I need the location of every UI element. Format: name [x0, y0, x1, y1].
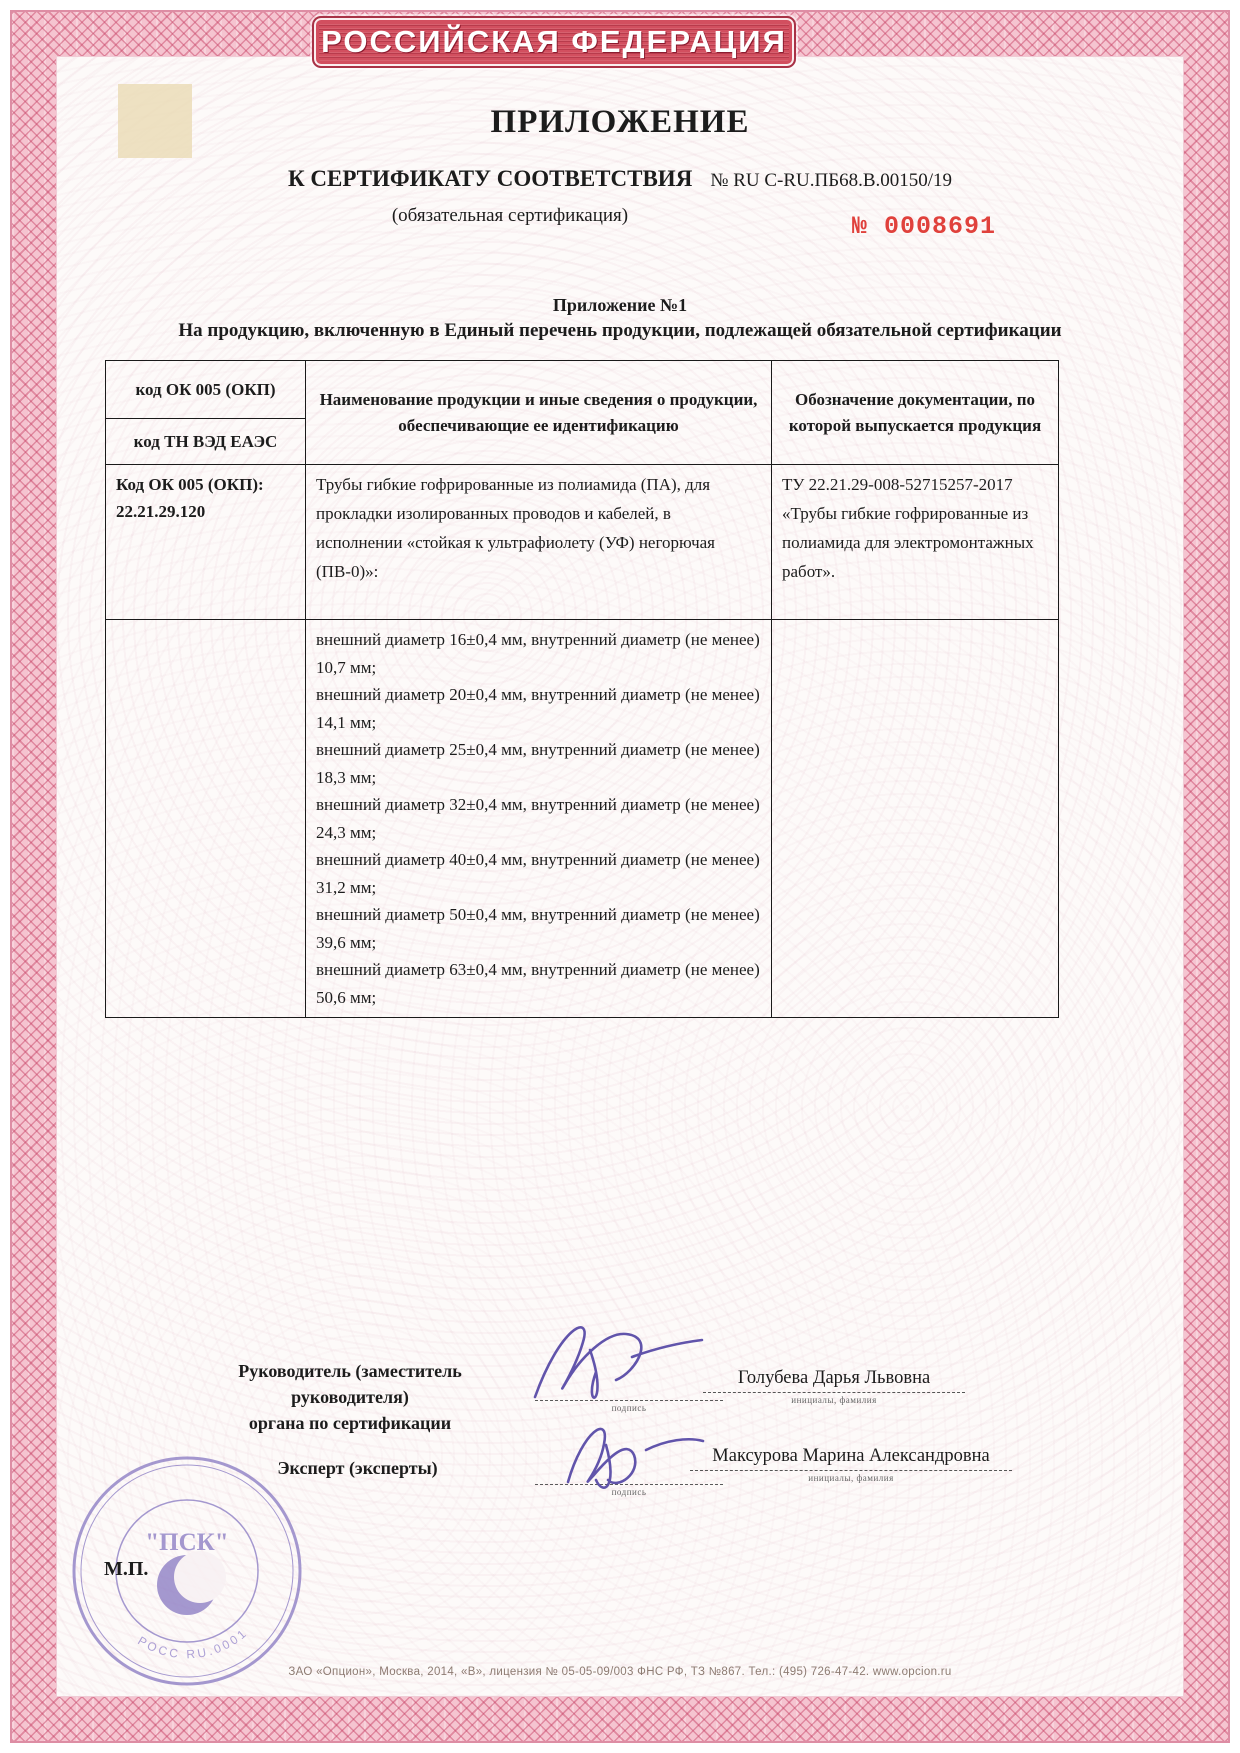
table-row	[106, 620, 1059, 1018]
header-documentation: Обозначение документации, по которой выпускается продукция	[772, 361, 1059, 465]
code-cell	[106, 465, 306, 620]
dimension-line: внешний диаметр 16±0,4 мм, внутренний диаметр (не менее) 10,7 мм;	[316, 630, 760, 677]
empty-cell	[772, 620, 1059, 1018]
blank-serial-number: № 0008691	[852, 212, 997, 241]
table-row	[106, 465, 1059, 620]
signature-caption: подпись	[611, 1487, 647, 1497]
head-role-line1: Руководитель (заместитель руководителя)	[238, 1361, 462, 1408]
doc-line: ТУ 22.21.29-008-52715257-2017	[782, 475, 1013, 494]
mp-mark: М.П.	[104, 1558, 149, 1580]
expert-name-block	[690, 1446, 1012, 1483]
head-name: Голубева Дарья Львовна	[703, 1368, 965, 1393]
signature-caption: подпись	[611, 1403, 647, 1413]
table-header-row	[106, 361, 1059, 419]
expert-name: Максурова Марина Александровна	[690, 1446, 1012, 1471]
country-banner-text: РОССИЙСКАЯ ФЕДЕРАЦИЯ	[321, 24, 787, 59]
header-tnved-code: код ТН ВЭД ЕАЭС	[106, 419, 306, 465]
country-banner	[312, 16, 796, 68]
product-table	[105, 360, 1059, 1018]
certificate-number: № RU C-RU.ПБ68.В.00150/19	[710, 170, 953, 191]
dimension-line: внешний диаметр 40±0,4 мм, внутренний диаметр (не менее) 31,2 мм;	[316, 850, 760, 897]
dimension-line: внешний диаметр 50±0,4 мм, внутренний диаметр (не менее) 39,6 мм;	[316, 905, 760, 952]
expert-role: Эксперт (эксперты)	[277, 1458, 438, 1478]
name-caption: инициалы, фамилия	[791, 1395, 877, 1405]
certificate-subtitle: К СЕРТИФИКАТУ СООТВЕТСТВИЯ	[287, 166, 693, 191]
head-role	[180, 1358, 520, 1436]
header-okp-code: код ОК 005 (ОКП)	[106, 361, 306, 419]
head-name-block	[703, 1368, 965, 1405]
header-product-name: Наименование продукции и иные сведения о продукции, обеспечивающие ее идентификацию	[306, 361, 772, 465]
certificate-line	[0, 166, 1240, 192]
documentation-cell	[772, 465, 1059, 620]
empty-cell	[106, 620, 306, 1018]
product-description: Трубы гибкие гофрированные из полиамида (ПА), для прокладки изолированных проводов и кабелей, в исполнении «стойкая к ультрафиолету (УФ) негорючая (ПВ-0)»:	[306, 465, 772, 620]
print-house-footer: ЗАО «Опцион», Москва, 2014, «В», лицензия № 05-05-09/003 ФНС РФ, ТЗ №867. Тел.: (495) 726-47-42. www.opcion.ru	[288, 1666, 952, 1678]
annex-title: Приложение №1	[552, 295, 688, 315]
svg-text:РОСС RU.0001	[135, 1625, 250, 1661]
code-label: Код ОК 005 (ОКП):	[116, 475, 264, 494]
code-value: 22.21.29.120	[116, 502, 206, 522]
dimension-line: внешний диаметр 32±0,4 мм, внутренний диаметр (не менее) 24,3 мм;	[316, 795, 760, 842]
dimension-line: внешний диаметр 25±0,4 мм, внутренний диаметр (не менее) 18,3 мм;	[316, 740, 760, 787]
dimension-line: внешний диаметр 63±0,4 мм, внутренний диаметр (не менее) 50,6 мм;	[316, 960, 760, 1007]
certification-type: (обязательная сертификация)	[391, 205, 629, 226]
document-title: ПРИЛОЖЕНИЕ	[490, 104, 750, 140]
dimension-line: внешний диаметр 20±0,4 мм, внутренний диаметр (не менее) 14,1 мм;	[316, 685, 760, 732]
dimensions-cell	[306, 620, 772, 1018]
head-signature	[520, 1312, 715, 1412]
stamp-ring-text: РОСС RU.0001	[135, 1625, 251, 1662]
doc-line: «Трубы гибкие гофрированные из полиамида для электромонтажных работ».	[782, 503, 1034, 581]
name-caption: инициалы, фамилия	[808, 1473, 894, 1483]
stamp-center-text: "ПСК"	[145, 1529, 229, 1556]
annex-subtitle: На продукцию, включенную в Единый перечень продукции, подлежащей обязательной сертификации	[178, 320, 1062, 341]
head-role-line2: органа по сертификации	[248, 1413, 452, 1434]
